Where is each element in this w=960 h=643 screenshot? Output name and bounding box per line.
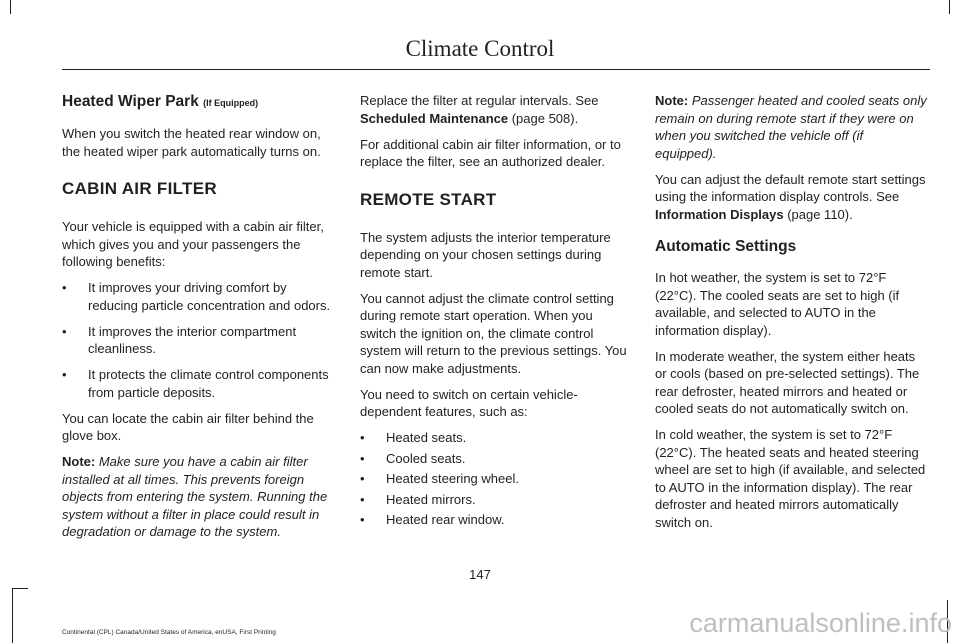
crop-mark-top-left: [10, 0, 11, 14]
replace-page-ref: (page 508).: [508, 110, 579, 126]
remote-start-heading: REMOTE START: [360, 189, 497, 209]
adjust-page-ref: (page 110).: [783, 206, 853, 222]
if-equipped-label: (If Equipped): [203, 98, 259, 108]
heated-wiper-body: When you switch the heated rear window on, the heated wiper park automatically turns on.: [62, 126, 321, 159]
information-displays-link[interactable]: Information Displays: [655, 206, 784, 222]
list-item: • Heated seats.: [360, 429, 632, 447]
note-label: Note:: [62, 454, 96, 469]
column-left: [62, 92, 334, 549]
cabin-air-filter-heading: CABIN AIR FILTER: [62, 179, 217, 198]
moderate-weather-paragraph: In moderate weather, the system either heats or cools (based on pre-selected settings). The rear defroster, heated mirrors and heated or cooled seats do not automatically switch on.: [655, 348, 920, 416]
page-title: Climate Control: [405, 36, 555, 61]
list-item: • Heated rear window.: [360, 511, 632, 529]
note-text: Passenger heated and cooled seats only remain on during remote start if they were on when you switched the vehicle off (if equipped).: [655, 93, 927, 161]
watermark: carmanualsonline.info: [689, 608, 952, 638]
cabin-filter-note: [62, 453, 334, 541]
crop-mark-bottom-left-h: [12, 588, 28, 589]
list-item: • It improves the interior compartment cleanliness.: [62, 323, 334, 358]
scheduled-maintenance-link[interactable]: Scheduled Maintenance: [360, 110, 509, 126]
column-right: [655, 92, 927, 540]
list-item: • Cooled seats.: [360, 450, 632, 468]
edition-footer: Continental (CPL) Canada/United States of America, enUSA, First Printing: [62, 629, 276, 636]
heated-wiper-heading-text: Heated Wiper Park: [62, 93, 199, 110]
passenger-seats-note: [655, 92, 927, 162]
note-label: Note:: [655, 93, 689, 108]
list-item: • It improves your driving comfort by reducing particle concentration and odors.: [62, 279, 334, 314]
additional-info-paragraph: For additional cabin air filter information, or to replace the filter, see an authorized dealer.: [360, 136, 621, 169]
remote-start-p1: The system adjusts the interior temperature depending on your chosen settings during remote start.: [360, 229, 611, 280]
crop-mark-top-right: [949, 0, 950, 14]
remote-start-features-list: [360, 429, 632, 529]
cold-weather-paragraph: In cold weather, the system is set to 72°F (22°C). The heated seats and heated steering wheel are set to high (if available, and selected to AUTO in the information display). The rear defroster and heated mirrors automatically switch on.: [655, 427, 926, 530]
automatic-settings-heading: Automatic Settings: [655, 238, 797, 255]
note-text: Make sure you have a cabin air filter installed at all times. This prevents foreign objects from entering the system. Running the system without a filter in place could result in degradation or damage to the system.: [62, 454, 328, 539]
adjust-text: You can adjust the default remote start settings using the information display controls. See: [655, 171, 926, 204]
cabin-filter-location: You can locate the cabin air filter behind the glove box.: [62, 410, 314, 443]
adjust-defaults-paragraph: [655, 171, 927, 224]
remote-start-p2: You cannot adjust the climate control setting during remote start operation. When you switch the ignition on, the climate control system will return to the previous settings. You can now make adjustments.: [360, 290, 627, 376]
replace-text: Replace the filter at regular intervals. See: [360, 93, 599, 108]
header-divider: [62, 69, 930, 70]
column-middle: [360, 92, 632, 537]
remote-start-p3: You need to switch on certain vehicle-dependent features, such as:: [360, 386, 578, 419]
replace-filter-paragraph: [360, 92, 632, 127]
list-item: • Heated mirrors.: [360, 491, 632, 509]
cabin-filter-intro: Your vehicle is equipped with a cabin air filter, which gives you and your passengers the following benefits:: [62, 219, 324, 269]
list-item: • It protects the climate control components from particle deposits.: [62, 366, 334, 401]
heated-wiper-heading: [62, 92, 334, 113]
crop-mark-bottom-left: [12, 588, 13, 643]
hot-weather-paragraph: In hot weather, the system is set to 72°F (22°C). The cooled seats are set to high (if available, and selected to AUTO in the information display).: [655, 270, 900, 338]
page-number: 147: [469, 567, 491, 582]
cabin-filter-benefits-list: [62, 279, 334, 401]
list-item: • Heated steering wheel.: [360, 470, 632, 488]
